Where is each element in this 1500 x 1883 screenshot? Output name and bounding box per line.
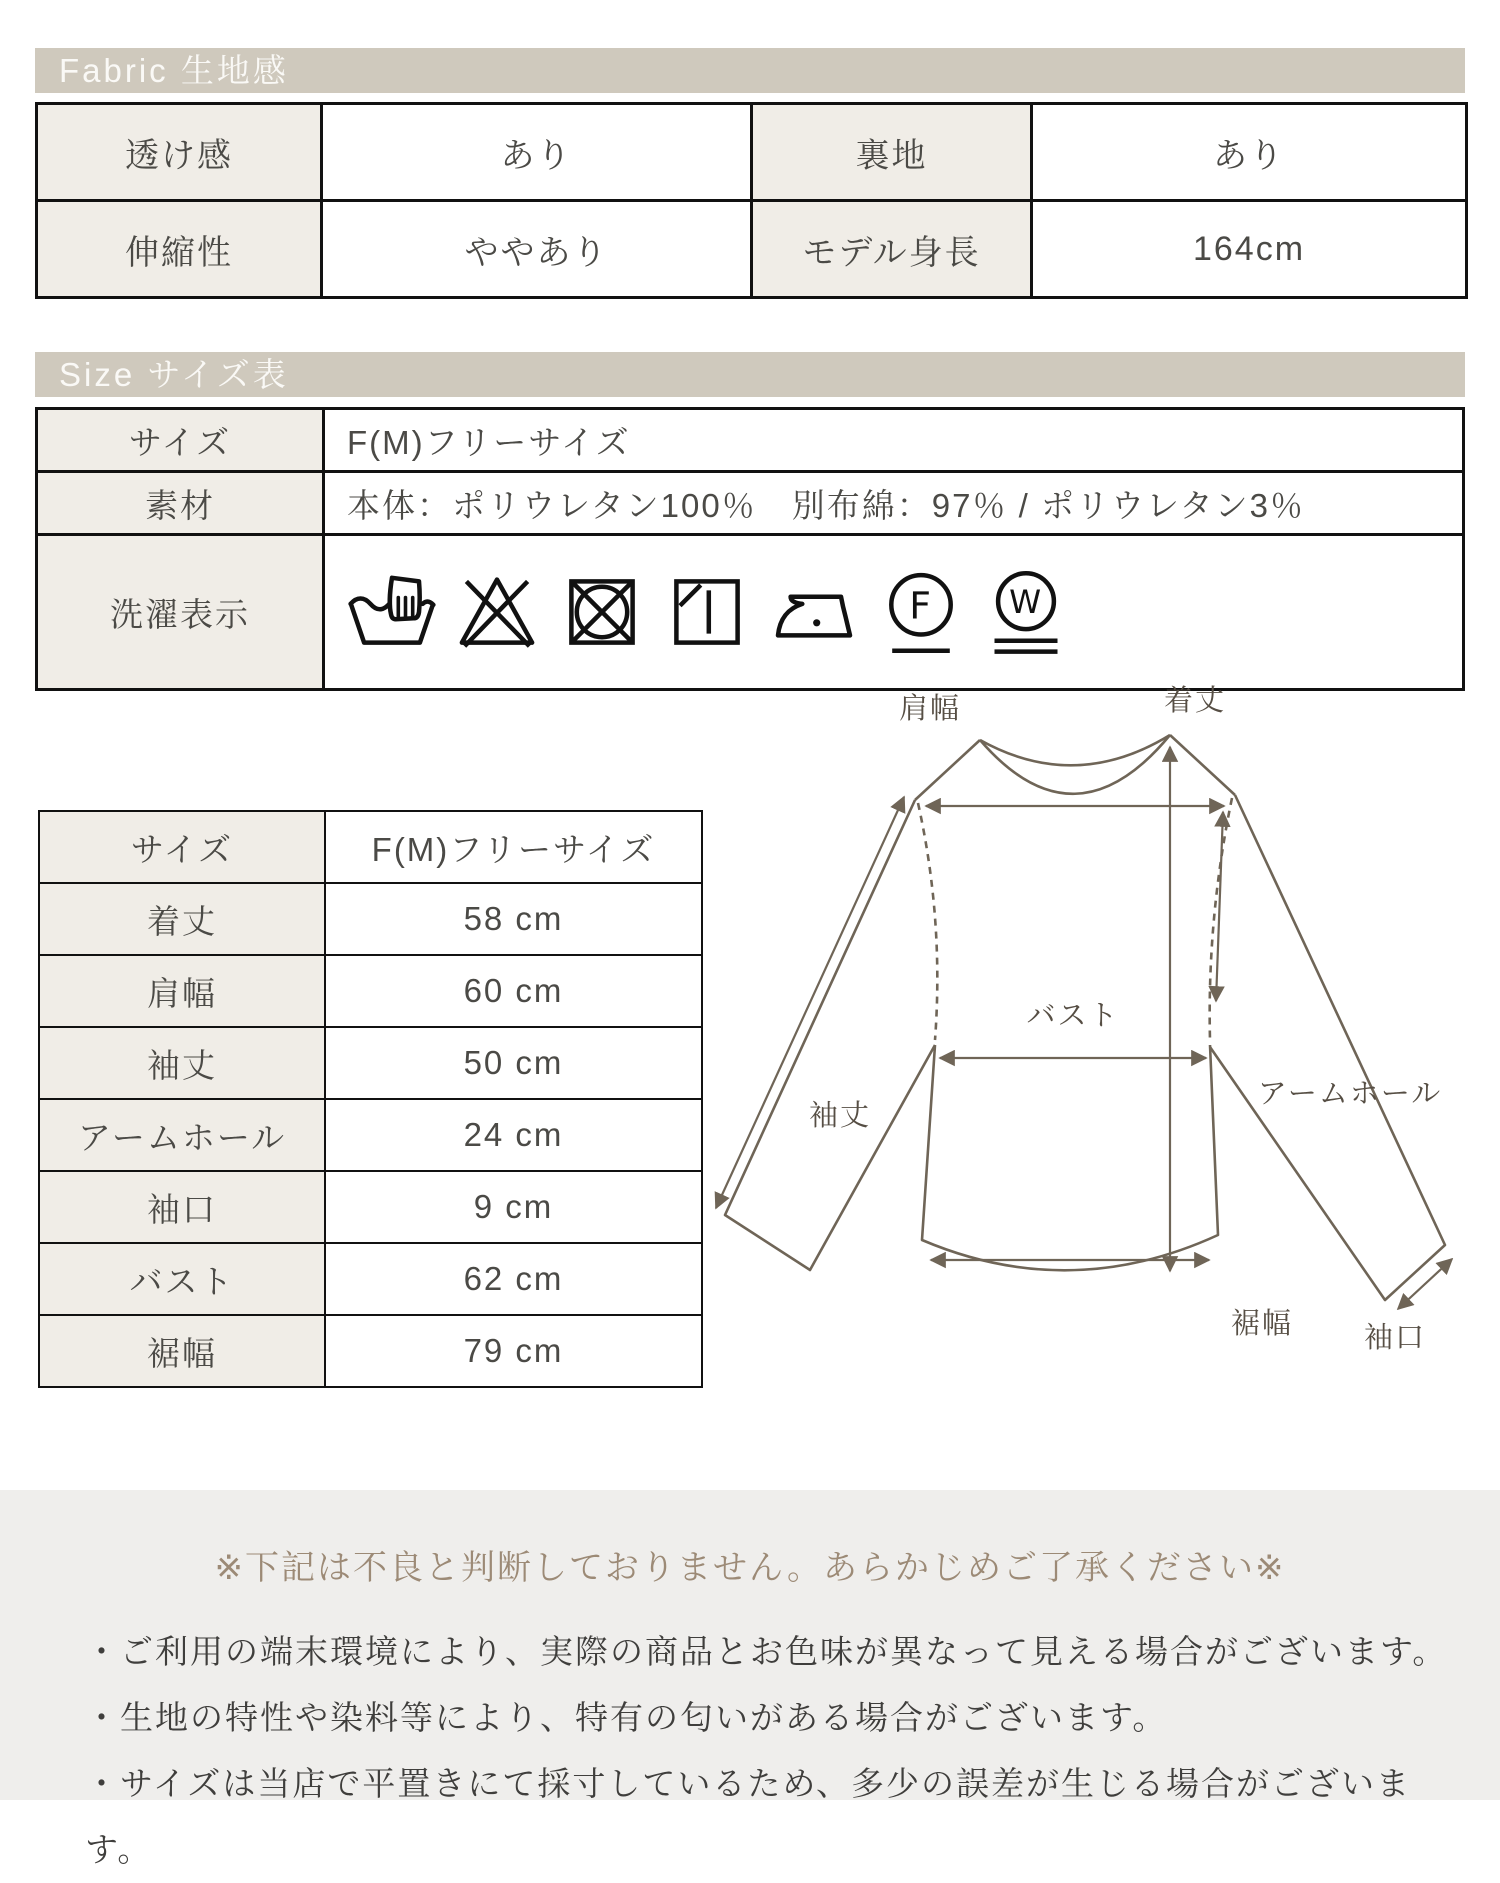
- table-row: [37, 104, 1467, 201]
- measure-header-value: F(M)フリーサイズ: [325, 811, 702, 883]
- laundry-care-icons: [347, 565, 1461, 659]
- fabric-row1-label1: 透け感: [37, 104, 322, 201]
- notes-title: ※下記は不良と判断しておりません。あらかじめご了承ください※: [214, 1549, 1286, 1587]
- measurement-table: [38, 810, 703, 1388]
- diagram-label-hem: 裾幅: [1230, 1308, 1294, 1340]
- fabric-section-title: Fabric 生地感: [59, 52, 289, 89]
- diagram-label-length: 着丈: [1163, 685, 1227, 717]
- size-section-title: Size サイズ表: [59, 356, 289, 393]
- armhole-left-dashed: [918, 803, 937, 1040]
- list-item: ・サイズは当店で平置きにて採寸しているため、多少の誤差が生じる場合がございます。: [85, 1765, 1412, 1868]
- armhole-right-dashed: [1210, 798, 1232, 1040]
- sleeve-right: [1210, 795, 1445, 1300]
- measure-row-label: 袖丈: [39, 1027, 325, 1099]
- body-outline: [922, 1045, 1218, 1270]
- wet-clean-gentle-icon: [981, 565, 1071, 659]
- fabric-row2-value2: 164cm: [1032, 201, 1467, 298]
- diagram-label-sleeve: 袖丈: [808, 1100, 872, 1132]
- table-row: [37, 472, 1464, 535]
- measure-row-value: 79 cm: [325, 1315, 702, 1387]
- size-section-header: [35, 352, 1465, 397]
- table-row: [39, 1027, 702, 1099]
- dry-clean-petroleum-icon: [876, 565, 966, 659]
- shoulder-right: [1170, 735, 1235, 795]
- fabric-table: [35, 102, 1468, 299]
- size-value: F(M)フリーサイズ: [324, 409, 1464, 472]
- hand-wash-icon: [347, 567, 437, 657]
- table-row: [39, 883, 702, 955]
- table-row: [39, 1243, 702, 1315]
- table-row: [39, 1171, 702, 1243]
- table-row: [37, 409, 1464, 472]
- measure-row-label: 袖口: [39, 1171, 325, 1243]
- svg-text:W: W: [1009, 582, 1043, 621]
- sleeve-left: [725, 800, 935, 1270]
- diagram-label-shoulder: 肩幅: [898, 693, 962, 725]
- measure-row-label: バスト: [39, 1243, 325, 1315]
- diagram-label-bust: バスト: [1026, 1000, 1120, 1032]
- table-row: [39, 1315, 702, 1387]
- size-info-table: [35, 407, 1465, 691]
- iron-low-heat-icon: [767, 567, 861, 657]
- measure-row-value: 60 cm: [325, 955, 702, 1027]
- shoulder-left: [915, 740, 980, 800]
- fabric-row2-label2: モデル身長: [752, 201, 1032, 298]
- measure-row-label: アームホール: [39, 1099, 325, 1171]
- sleeve-length-arrow: [716, 797, 904, 1208]
- armhole-arrow: [1216, 812, 1223, 1001]
- notes-section: [0, 1490, 1500, 1868]
- care-label: 洗濯表示: [37, 535, 324, 690]
- line-dry-in-shade-icon: [662, 567, 752, 657]
- diagram-label-armhole: アームホール: [1257, 1078, 1443, 1110]
- table-row: [37, 535, 1464, 690]
- size-label: サイズ: [37, 409, 324, 472]
- measure-row-value: 24 cm: [325, 1099, 702, 1171]
- measure-row-value: 58 cm: [325, 883, 702, 955]
- fabric-row1-value2: あり: [1032, 104, 1467, 201]
- measure-row-label: 裾幅: [39, 1315, 325, 1387]
- material-value: 本体：ポリウレタン100％ 別布綿：97％ / ポリウレタン3％: [324, 472, 1464, 535]
- fabric-row2-value1: ややあり: [322, 201, 752, 298]
- table-row: [37, 201, 1467, 298]
- svg-text:F: F: [909, 583, 933, 628]
- list-item: ・生地の特性や染料等により、特有の匂いがある場合がございます。: [85, 1699, 1168, 1736]
- measure-row-value: 9 cm: [325, 1171, 702, 1243]
- table-row: [39, 1099, 702, 1171]
- fabric-row2-label1: 伸縮性: [37, 201, 322, 298]
- list-item: ・ご利用の端末環境により、実際の商品とお色味が異なって見える場合がございます。: [85, 1633, 1448, 1670]
- fabric-section-header: [35, 48, 1465, 93]
- diagram-label-cuff: 袖口: [1363, 1322, 1427, 1354]
- measure-row-label: 肩幅: [39, 955, 325, 1027]
- table-row: [39, 955, 702, 1027]
- measure-row-label: 着丈: [39, 883, 325, 955]
- material-label: 素材: [37, 472, 324, 535]
- measure-row-value: 50 cm: [325, 1027, 702, 1099]
- notes-list: [0, 1619, 1500, 1883]
- fabric-row1-value1: あり: [322, 104, 752, 201]
- measure-header-label: サイズ: [39, 811, 325, 883]
- do-not-tumble-dry-icon: [557, 567, 647, 657]
- cuff-arrow: [1398, 1259, 1452, 1309]
- table-row: [39, 811, 702, 883]
- measure-row-value: 62 cm: [325, 1243, 702, 1315]
- fabric-row1-label2: 裏地: [752, 104, 1032, 201]
- garment-diagram: [690, 685, 1480, 1375]
- do-not-bleach-icon: [452, 567, 542, 657]
- neckline-back: [980, 735, 1170, 765]
